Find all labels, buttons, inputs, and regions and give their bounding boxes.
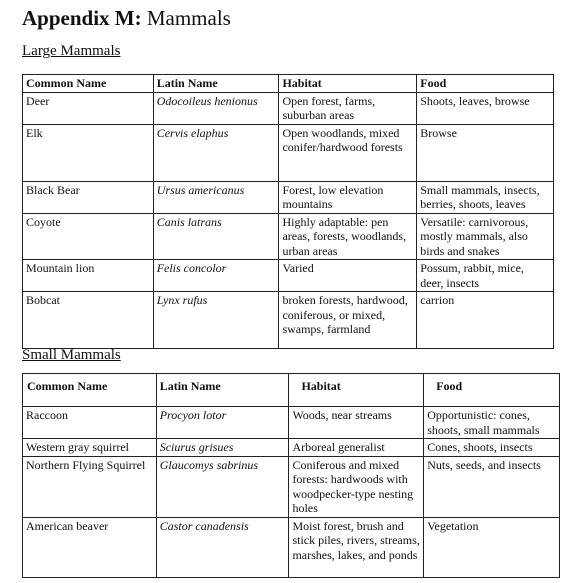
cell-food: Small mammals, insects, berries, shoots, leaves bbox=[417, 181, 554, 213]
header-food: Food bbox=[424, 374, 560, 407]
cell-common-name: Elk bbox=[23, 124, 154, 181]
table-header-row bbox=[23, 374, 560, 407]
cell-food: Shoots, leaves, browse bbox=[417, 92, 554, 124]
cell-common-name: Mountain lion bbox=[23, 260, 154, 292]
small-mammals-heading: Small Mammals bbox=[22, 347, 121, 363]
cell-food: Vegetation bbox=[424, 517, 560, 577]
table-row bbox=[23, 181, 554, 213]
cell-common-name: Raccoon bbox=[23, 407, 157, 439]
cell-common-name: American beaver bbox=[23, 517, 157, 577]
cell-habitat: Moist forest, brush and stick piles, rivers, streams, marshes, lakes, and ponds bbox=[289, 517, 424, 577]
table-row bbox=[23, 407, 560, 439]
cell-common-name: Coyote bbox=[23, 213, 154, 260]
title-bold: Appendix M: bbox=[22, 6, 142, 30]
cell-latin-name: Canis latrans bbox=[153, 213, 279, 260]
cell-common-name: Deer bbox=[23, 92, 154, 124]
cell-habitat: Woods, near streams bbox=[289, 407, 424, 439]
cell-habitat: Arboreal generalist bbox=[289, 439, 424, 457]
cell-food: Nuts, seeds, and insects bbox=[424, 456, 560, 517]
cell-latin-name: Lynx rufus bbox=[153, 292, 279, 349]
cell-common-name: Northern Flying Squirrel bbox=[23, 456, 157, 517]
header-food: Food bbox=[417, 75, 554, 93]
cell-common-name: Western gray squirrel bbox=[23, 439, 157, 457]
cell-latin-name: Sciurus grisues bbox=[156, 439, 289, 457]
cell-habitat: Open forest, farms, suburban areas bbox=[279, 92, 417, 124]
table-row bbox=[23, 213, 554, 260]
header-habitat: Habitat bbox=[289, 374, 424, 407]
large-mammals-heading: Large Mammals bbox=[22, 43, 121, 59]
cell-latin-name: Castor canadensis bbox=[156, 517, 289, 577]
cell-habitat: broken forests, hardwood, coniferous, or mixed, swamps, farmland bbox=[279, 292, 417, 349]
cell-latin-name: Ursus americanus bbox=[153, 181, 279, 213]
title-rest: Mammals bbox=[141, 6, 231, 30]
header-common-name: Common Name bbox=[23, 75, 154, 93]
cell-common-name: Black Bear bbox=[23, 181, 154, 213]
cell-common-name: Bobcat bbox=[23, 292, 154, 349]
table-row bbox=[23, 292, 554, 349]
page-title bbox=[22, 6, 231, 30]
cell-habitat: Open woodlands, mixed conifer/hardwood forests bbox=[279, 124, 417, 181]
table-row bbox=[23, 439, 560, 457]
cell-food: Possum, rabbit, mice, deer, insects bbox=[417, 260, 554, 292]
table-row bbox=[23, 124, 554, 181]
header-common-name: Common Name bbox=[23, 374, 157, 407]
cell-latin-name: Odocoileus henionus bbox=[153, 92, 279, 124]
table-row bbox=[23, 260, 554, 292]
cell-food: Opportunistic: cones, shoots, small mammals bbox=[424, 407, 560, 439]
header-habitat: Habitat bbox=[279, 75, 417, 93]
table-row bbox=[23, 456, 560, 517]
cell-latin-name: Glaucomys sabrinus bbox=[156, 456, 289, 517]
header-latin-name: Latin Name bbox=[153, 75, 279, 93]
table-header-row bbox=[23, 75, 554, 93]
cell-habitat: Highly adaptable: pen areas, forests, woodlands, urban areas bbox=[279, 213, 417, 260]
cell-latin-name: Procyon lotor bbox=[156, 407, 289, 439]
cell-habitat: Forest, low elevation mountains bbox=[279, 181, 417, 213]
small-mammals-table bbox=[22, 373, 560, 578]
cell-food: Browse bbox=[417, 124, 554, 181]
header-latin-name: Latin Name bbox=[156, 374, 289, 407]
table-row bbox=[23, 92, 554, 124]
cell-habitat: Coniferous and mixed forests: hardwoods with woodpecker-type nesting holes bbox=[289, 456, 424, 517]
cell-habitat: Varied bbox=[279, 260, 417, 292]
table-row bbox=[23, 517, 560, 577]
cell-food: Versatile: carnivorous, mostly mammals, also birds and snakes bbox=[417, 213, 554, 260]
cell-latin-name: Cervis elaphus bbox=[153, 124, 279, 181]
cell-food: Cones, shoots, insects bbox=[424, 439, 560, 457]
large-mammals-table bbox=[22, 74, 554, 349]
cell-food: carrion bbox=[417, 292, 554, 349]
cell-latin-name: Felis concolor bbox=[153, 260, 279, 292]
